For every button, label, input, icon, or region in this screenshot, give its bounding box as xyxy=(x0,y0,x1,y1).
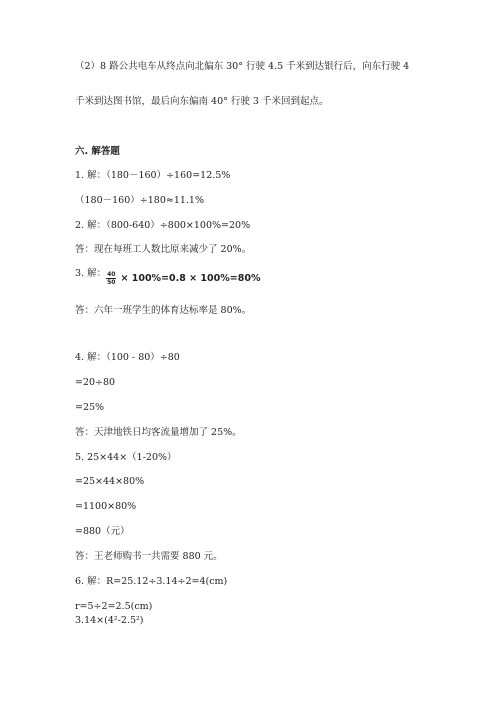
answer-5-conclusion: 答：王老师购书一共需要 880 元。 xyxy=(75,551,223,562)
answer-5-line-1: 5. 25×44×（1-20%） xyxy=(75,452,177,463)
answer-4-conclusion: 答：天津地铁日均客流量增加了 25%。 xyxy=(75,427,242,438)
answer-3-result: × 100%=0.8 × 100%=80% xyxy=(120,272,261,284)
answer-5-line-3: =1100×80% xyxy=(75,501,137,512)
answer-3-expression xyxy=(106,271,260,286)
answer-6-line-1: 6. 解：R=25.12÷3.14÷2=4(cm) xyxy=(75,576,228,587)
problem-2-line-1: （2）8 路公共电车从终点向北偏东 30° 行驶 4.5 千米到达银行后，向东行驶 4 xyxy=(75,61,410,72)
answer-3-formula xyxy=(75,268,260,286)
answer-4-line-1: 4. 解：（100 - 80）÷80 xyxy=(75,352,180,363)
fraction-denominator: 50 xyxy=(107,279,116,286)
answer-5-line-2: =25×44×80% xyxy=(75,476,145,487)
answer-3-conclusion: 答：六年一班学生的体育达标率是 80%。 xyxy=(75,305,252,316)
problem-2-line-2: 千米到达图书馆，最后向东偏南 40° 行驶 3 千米回到起点。 xyxy=(75,96,329,107)
answer-1-line-1: 1. 解：（180－160）÷160=12.5% xyxy=(75,170,231,181)
answer-2-conclusion: 答：现在每班工人数比原来减少了 20%。 xyxy=(75,244,252,255)
fraction xyxy=(106,271,116,286)
answer-1-line-2: （180－160）÷180≈11.1% xyxy=(75,195,204,206)
answer-3-prefix: 3. 解： xyxy=(75,268,107,279)
answer-4-line-2: =20÷80 xyxy=(75,377,116,388)
answer-6-line-2: r=5÷2=2.5(cm) xyxy=(75,601,153,612)
answer-5-line-4: =880（元） xyxy=(75,526,130,537)
answer-6-line-3: 3.14×(4²-2.5²) xyxy=(75,615,144,626)
answer-2-line-1: 2. 解：（800-640）÷800×100%=20% xyxy=(75,220,251,231)
answer-4-line-3: =25% xyxy=(75,402,105,413)
fraction-numerator: 40 xyxy=(107,271,116,278)
section-title: 六. 解答题 xyxy=(75,146,120,157)
